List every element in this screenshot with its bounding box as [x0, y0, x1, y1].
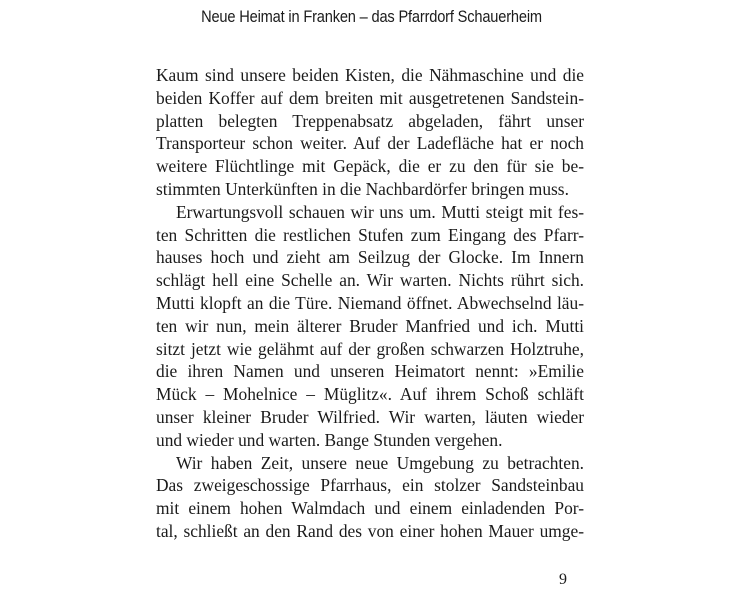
text-line: Mück – Mohelnice – Müglitz«. Auf ihrem Schoß schläft	[156, 384, 584, 405]
text-line: Mutti klopft an die Türe. Niemand öffnet. Abwechselnd läu-	[156, 292, 584, 313]
page-number: 9	[559, 571, 567, 588]
text-line: ten wir nun, mein älterer Bruder Manfried und ich. Mutti	[156, 315, 584, 336]
text-line: Erwartungsvoll schauen wir uns um. Mutti steigt mit fes-	[176, 201, 584, 222]
text-line: Das zweigeschossige Pfarrhaus, ein stolzer Sandsteinbau	[156, 475, 584, 496]
text-line: Kaum sind unsere beiden Kisten, die Nähmaschine und die	[156, 65, 584, 85]
text-line: hauses hoch und zieht am Seilzug der Glocke. Im Innern	[156, 247, 584, 268]
text-line: Wir haben Zeit, unsere neue Umgebung zu betrachten.	[176, 452, 584, 473]
text-line: weitere Flüchtlinge mit Gepäck, die er zu den für sie be-	[156, 156, 584, 177]
text-line: platten belegten Treppenabsatz abgeladen, fährt unser	[156, 110, 584, 131]
text-line: stimmten Unterkünften in die Nachbardörfer bringen muss.	[156, 178, 569, 199]
text-line: tal, schließt an den Rand des von einer hohen Mauer umge-	[156, 520, 584, 541]
text-line: ten Schritten die restlichen Stufen zum Eingang des Pfarr-	[156, 224, 584, 245]
text-line: Transporteur schon weiter. Auf der Ladefläche hat er noch	[156, 133, 584, 154]
running-head-title: Neue Heimat in Franken – das Pfarrdorf Schauerheim	[201, 7, 542, 26]
text-line: und wieder und warten. Bange Stunden vergehen.	[156, 429, 503, 450]
text-line: die ihren Namen und unseren Heimatort nennt: »Emilie	[156, 361, 584, 382]
text-line: schlägt hell eine Schelle an. Wir warten. Nichts rührt sich.	[156, 270, 584, 291]
text-line: sitzt jetzt wie gelähmt auf der großen schwarzen Holztruhe,	[156, 338, 584, 359]
text-line: unser kleiner Bruder Wilfried. Wir warten, läuten wieder	[156, 406, 584, 427]
body-text	[156, 64, 584, 543]
text-line: beiden Koffer auf dem breiten mit ausgetretenen Sandstein-	[156, 87, 584, 108]
text-line: mit einem hohen Walmdach und einem einladenden Por-	[156, 498, 584, 519]
